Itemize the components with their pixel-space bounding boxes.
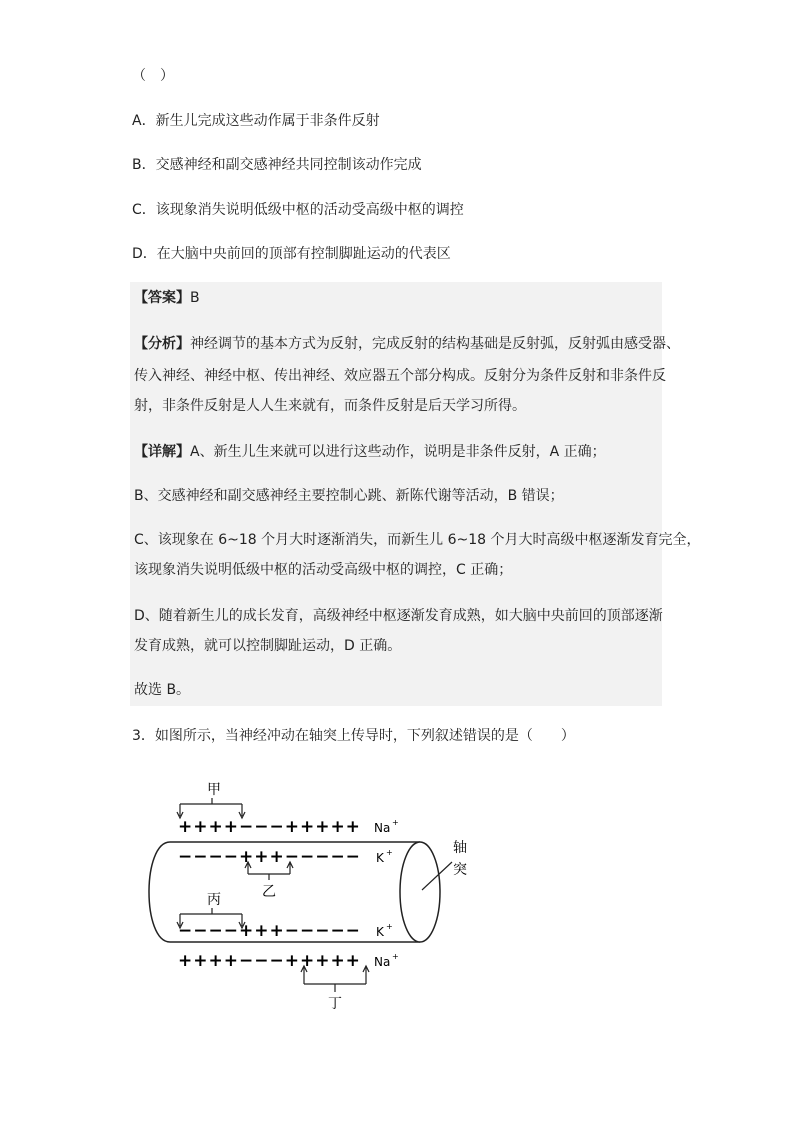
- option-a: A．新生儿完成这些动作属于非条件反射: [132, 113, 380, 129]
- axon-diagram: [140, 770, 480, 1020]
- axon-label-2: 突: [453, 862, 467, 878]
- analysis-tag: 【分析】: [134, 336, 190, 352]
- k-top-sup: +: [386, 848, 393, 857]
- label-ding: 丁: [328, 996, 342, 1012]
- na-bottom-sup: +: [392, 952, 399, 961]
- bottom-outer-charges: ++++−−−+++++: [178, 951, 361, 971]
- answer-line: [134, 288, 200, 308]
- label-bing: 丙: [207, 892, 221, 908]
- answer-tag: 【答案】: [134, 290, 190, 306]
- axon-cross-section: [400, 842, 440, 942]
- k-top: K: [376, 851, 384, 865]
- axon-label-1: 轴: [453, 840, 467, 856]
- detail-tag: 【详解】: [134, 444, 190, 460]
- analysis-text-1: 神经调节的基本方式为反射，完成反射的结构基础是反射弧，反射弧由感受器、: [190, 336, 680, 352]
- question-paren: （ ）: [132, 68, 174, 84]
- detail-line-5: D、随着新生儿的成长发育，高级神经中枢逐渐发育成熟，如大脑中央前回的顶部逐渐: [134, 608, 663, 624]
- detail-line-6: 发育成熟，就可以控制脚趾运动，D 正确。: [134, 638, 402, 654]
- k-bottom: K: [376, 925, 384, 939]
- analysis-line-1: [134, 334, 680, 354]
- bottom-inner-charges: −−−−+++−−−−−: [178, 921, 361, 941]
- detail-text-1: A、新生儿生来就可以进行这些动作，说明是非条件反射，A 正确；: [190, 444, 606, 460]
- na-top: Na: [374, 821, 391, 835]
- option-b: B．交感神经和副交感神经共同控制该动作完成: [132, 157, 422, 173]
- label-yi: 乙: [262, 884, 276, 900]
- na-bottom: Na: [374, 955, 391, 969]
- option-c: C．该现象消失说明低级中枢的活动受高级中枢的调控: [132, 202, 464, 218]
- top-inner-charges: −−−−+++−−−−−: [178, 847, 361, 867]
- label-jia: 甲: [207, 782, 221, 798]
- question-3: 3．如图所示，当神经冲动在轴突上传导时，下列叙述错误的是（ ）: [132, 728, 575, 744]
- axon-left-end: [149, 842, 170, 942]
- detail-line-2: B、交感神经和副交感神经主要控制心跳、新陈代谢等活动，B 错误；: [134, 488, 564, 504]
- detail-line-3: C、该现象在 6~18 个月大时逐渐消失，而新生儿 6~18 个月大时高级中枢逐渐发育完全，: [134, 532, 701, 548]
- top-outer-charges: ++++−−−+++++: [178, 817, 361, 837]
- detail-line-7: 故选 B。: [134, 682, 191, 698]
- detail-line-4: 该现象消失说明低级中枢的活动受高级中枢的调控，C 正确；: [134, 562, 513, 578]
- bracket-jia: [180, 798, 242, 816]
- analysis-line-2: 传入神经、神经中枢、传出神经、效应器五个部分构成。反射分为条件反射和非条件反: [134, 368, 666, 384]
- detail-line-1: [134, 442, 606, 462]
- answer-text: B: [190, 290, 200, 306]
- k-bottom-sup: +: [386, 922, 393, 931]
- na-top-sup: +: [392, 818, 399, 827]
- option-d: D．在大脑中央前回的顶部有控制脚趾运动的代表区: [132, 246, 451, 262]
- analysis-line-3: 射，非条件反射是人人生来就有，而条件反射是后天学习所得。: [134, 398, 526, 414]
